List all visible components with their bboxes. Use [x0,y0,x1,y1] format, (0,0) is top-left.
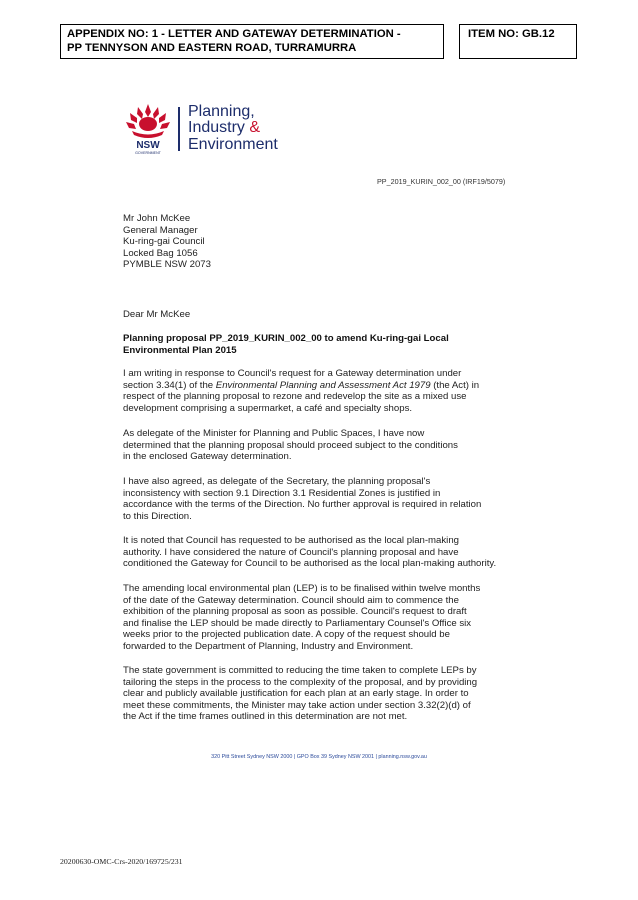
address-line: PYMBLE NSW 2073 [123,259,211,270]
salutation: Dear Mr McKee [123,309,191,320]
paragraph-5: The amending local environmental plan (LEP) is to be finalised within twelve months of the date of the Gateway determination. Council should aim to commence the exhibition of the planning proposal as soon as possible. Council's request to draft and finalise the LEP should be made directly to Parliamentary Counsel's Office six weeks prior to the projected publication date. A copy of the request should be forwarded to the Department of Planning, Industry and Environment. [123,583,481,652]
document-reference: PP_2019_KURIN_002_00 (IRF19/5079) [377,177,506,186]
appendix-title-line2: PP TENNYSON AND EASTERN ROAD, TURRAMURRA [67,41,357,54]
appendix-header [60,24,444,59]
paragraph-6: The state government is committed to reducing the time taken to complete LEPs by tailoring the steps in the process to the complexity of the proposal, and by providing clear and publicly available justification for each plan at an early stage. In order to meet these commitments, the Minister may take action under section 3.32(2)(d) of the Act if the time frames outlined in this determination are not met. [123,665,478,723]
nsw-planning-logo [124,102,304,158]
logo-nsw-text: NSW [136,140,160,151]
item-number-box [459,24,577,59]
paragraph-1: I am writing in response to Council's request for a Gateway determination under section 3.34(1) of the Environmental Planning and Assessment Act 1979 (the Act) in respect of the planning proposal to rezone and redevelop the site as a mixed use development comprising a supermarket, a café and specialty shops. [123,368,480,414]
address-line: Ku-ring-gai Council [123,236,205,247]
waratah-icon [124,102,172,156]
logo-divider [178,107,180,151]
letterhead-footer: 320 Pitt Street Sydney NSW 2000 | GPO Box 39 Sydney NSW 2001 | planning.nsw.gov.au [211,754,427,760]
logo-line3: Environment [188,135,278,153]
logo-ampersand: & [249,119,261,137]
item-number: ITEM NO: GB.12 [468,28,555,40]
paragraph-2: As delegate of the Minister for Planning and Public Spaces, I have now determined that the planning proposal should proceed subject to the conditions in the enclosed Gateway determination. [123,428,458,463]
address-line: Mr John McKee [123,213,191,224]
logo-wordmark [188,104,278,153]
act-title: Environmental Planning and Assessment Act 1979 [215,379,431,391]
logo-government-text: GOVERNMENT [135,151,161,155]
subject-heading: Planning proposal PP_2019_KURIN_002_00 to amend Ku-ring-gai Local Environmental Plan 2015 [123,333,449,356]
address-line: Locked Bag 1056 [123,247,198,259]
appendix-title-line1: APPENDIX NO: 1 - LETTER AND GATEWAY DETERMINATION - [67,28,401,40]
paragraph-4: It is noted that Council has requested to be authorised as the local plan-making authority. I have considered the nature of Council's planning proposal and have conditioned the Gateway for Council to be authorised as the local plan-making authority. [123,535,497,570]
council-document-ref: 20200630-OMC-Crs-2020/169725/231 [60,857,183,866]
logo-line2: Industry & [188,119,261,137]
address-line: General Manager [123,224,198,236]
logo-line1: Planning, [188,103,255,120]
recipient-address [123,213,211,271]
paragraph-3: I have also agreed, as delegate of the Secretary, the planning proposal's inconsistency with section 9.1 Direction 3.1 Residential Zones is justified in accordance with the terms of the Direction. No further approval is required in relation to this Direction. [123,476,482,522]
